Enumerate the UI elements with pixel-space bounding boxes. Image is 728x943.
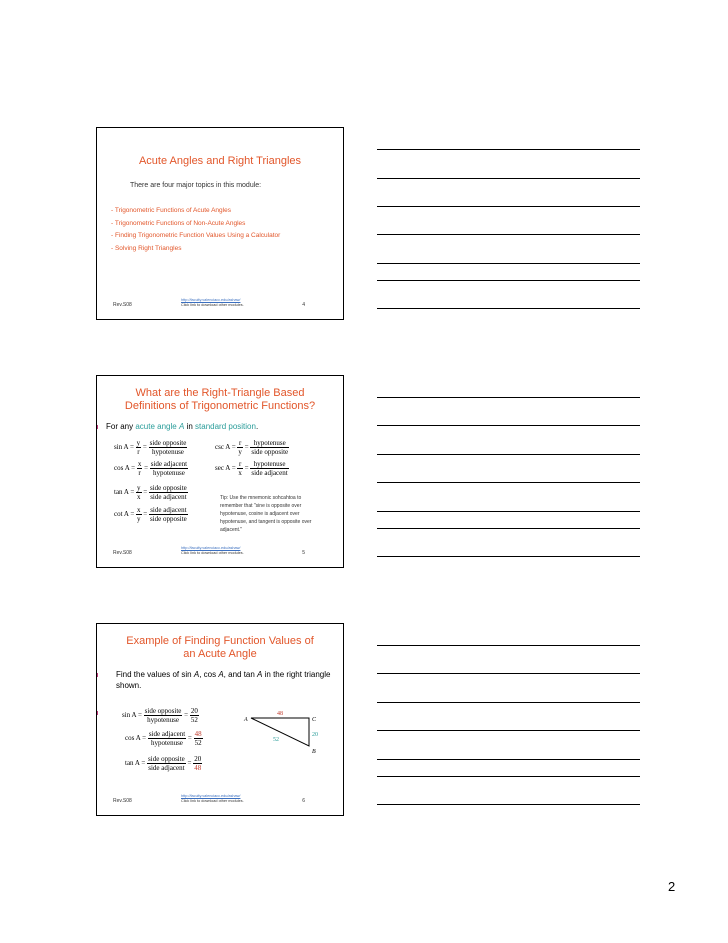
notes-line <box>377 645 640 646</box>
bullet-icon <box>96 711 98 715</box>
slide-title: Acute Angles and Right Triangles <box>138 155 302 167</box>
footer-link-block <box>181 546 244 556</box>
notes-line <box>377 234 640 235</box>
notes-line <box>377 776 640 777</box>
notes-line <box>377 178 640 179</box>
notes-line <box>377 482 640 483</box>
topic-item: - Finding Trigonometric Function Values Using a Calculator <box>111 232 281 239</box>
footer-url[interactable]: http://faculty.valenciacc.edu/ashaw/ <box>181 794 241 798</box>
sin-definition: sin A = $\frac{y}{r}$ = $\frac{\text{side opposite}}{\text{hypotenuse}}$ <box>114 439 187 456</box>
vertex-c-label: C <box>312 717 317 723</box>
notes-line <box>377 702 640 703</box>
sec-definition: sec A = $\frac{r}{x}$ = $\frac{\text{hypotenuse}}{\text{side adjacent}}$ <box>215 460 288 477</box>
slide-title-line1: Example of Finding Function Values of <box>126 635 314 647</box>
page-number: 2 <box>668 879 676 894</box>
notes-line <box>377 454 640 455</box>
vertex-b-label: B <box>312 749 316 755</box>
cos-value: cos A = $\frac{\text{side adjacent}}{\text{hypotenuse}}$ = $\frac{48}{52}$ <box>125 730 202 747</box>
side-48-label: 48 <box>277 711 283 717</box>
notes-line <box>377 149 640 150</box>
footer-link-block <box>181 298 244 308</box>
cot-definition: cot A = $\frac{x}{y}$ = $\frac{\text{side adjacent}}{\text{side opposite}}$ <box>114 506 187 523</box>
right-triangle-diagram <box>237 708 327 758</box>
notes-line <box>377 804 640 805</box>
cos-definition: cos A = $\frac{x}{r}$ = $\frac{\text{side adjacent}}{\text{hypotenuse}}$ <box>114 460 188 477</box>
topic-item: - Trigonometric Functions of Non-Acute Angles <box>111 219 246 227</box>
slide-title-line1: What are the Right-Triangle Based <box>135 387 305 399</box>
notes-line <box>377 528 640 529</box>
tan-definition: tan A = $\frac{y}{x}$ = $\frac{\text{side opposite}}{\text{side adjacent}}$ <box>114 484 187 501</box>
footer-note: Click link to download other modules. <box>181 551 244 555</box>
footer-revision: Rev.S08 <box>113 302 132 308</box>
footer-note: Click link to download other modules. <box>181 799 244 803</box>
slide-title-line2: Definitions of Trigonometric Functions? <box>124 400 316 412</box>
bullet-text: For any acute angle A in standard position. <box>106 422 259 431</box>
notes-line <box>377 673 640 674</box>
slide-number: 4 <box>302 302 305 308</box>
slide-number: 5 <box>302 550 305 556</box>
footer-revision: Rev.S08 <box>113 798 132 804</box>
bullet-icon <box>96 425 98 429</box>
notes-line <box>377 280 640 281</box>
triangle-shape <box>251 718 309 746</box>
slide-6 <box>96 623 344 816</box>
notes-line <box>377 263 640 264</box>
slide-title-line2: an Acute Angle <box>183 648 257 660</box>
footer-url[interactable]: http://faculty.valenciacc.edu/ashaw/ <box>181 298 241 302</box>
footer-revision: Rev.S08 <box>113 550 132 556</box>
slide-number: 6 <box>302 798 305 804</box>
footer-link-block <box>181 794 244 804</box>
bullet-icon <box>96 673 98 677</box>
sin-value: sin A = $\frac{\text{side opposite}}{\text{hypotenuse}}$ = $\frac{20}{52}$ <box>122 707 198 724</box>
side-20-label: 20 <box>312 732 318 738</box>
notes-line <box>377 308 640 309</box>
vertex-a-label: A <box>244 717 248 723</box>
side-52-label: 52 <box>273 737 279 743</box>
footer-url[interactable]: http://faculty.valenciacc.edu/ashaw/ <box>181 546 241 550</box>
notes-line <box>377 730 640 731</box>
slide-subtitle: There are four major topics in this module: <box>130 182 262 189</box>
topic-list <box>111 205 280 255</box>
topic-item: - Solving Right Triangles <box>111 244 182 252</box>
slide-title <box>97 635 343 661</box>
footer-note: Click link to download other modules. <box>181 303 244 307</box>
slide-title <box>97 387 343 413</box>
csc-definition: csc A = $\frac{r}{y}$ = $\frac{\text{hypotenuse}}{\text{side opposite}}$ <box>215 439 289 456</box>
slide-4 <box>96 127 344 320</box>
bullet-text: Find the values of sin A, cos A, and tan A in the right triangle shown. <box>116 670 331 690</box>
slide-5 <box>96 375 344 568</box>
notes-line <box>377 397 640 398</box>
tan-value: tan A = $\frac{\text{side opposite}}{\text{side adjacent}}$ = $\frac{20}{48}$ <box>125 755 202 772</box>
mnemonic-tip: Tip: Use the mnemonic sohcahtoa to remember that "sine is opposite over hypotenuse, cosine is adjacent over hypotenuse, and tangent is opposite over adjacent." <box>220 495 312 533</box>
notes-line <box>377 425 640 426</box>
notes-line <box>377 206 640 207</box>
notes-line <box>377 556 640 557</box>
notes-line <box>377 759 640 760</box>
notes-line <box>377 511 640 512</box>
topic-item: - Trigonometric Functions of Acute Angles <box>111 207 231 214</box>
